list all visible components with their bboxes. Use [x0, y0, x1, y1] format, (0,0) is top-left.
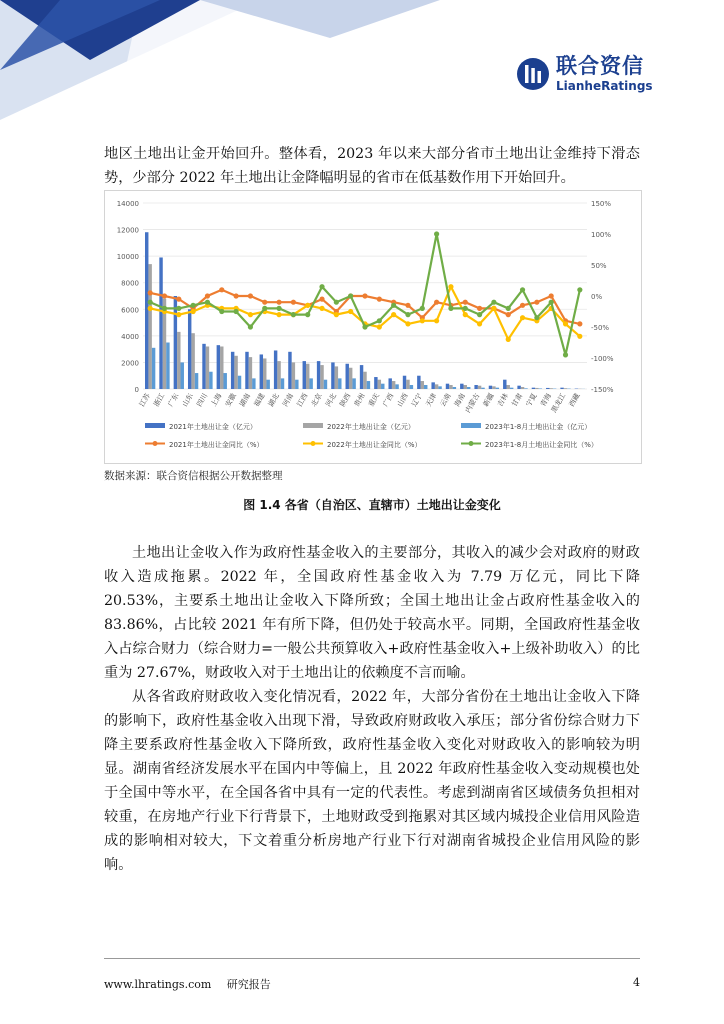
- bar-1: [363, 372, 366, 389]
- line-point-1: [448, 284, 453, 289]
- x-tick-label: 陕西: [338, 392, 353, 409]
- bar-0: [317, 361, 320, 389]
- bar-1: [220, 346, 223, 389]
- x-tick-label: 重庆: [367, 392, 382, 409]
- line-point-2: [534, 315, 539, 320]
- line-point-2: [448, 306, 453, 311]
- logo-chinese-name: 联合资信: [556, 54, 644, 78]
- legend-label: 2023年1-8月土地出让金（亿元）: [485, 423, 592, 431]
- bar-2: [252, 378, 255, 389]
- legend-swatch: [145, 423, 165, 428]
- x-tick-label: 吉林: [496, 392, 510, 409]
- x-tick-label: 江西: [295, 392, 310, 409]
- land-revenue-chart: [104, 190, 642, 464]
- line-point-1: [420, 318, 425, 323]
- legend-swatch: [311, 441, 316, 446]
- x-tick-label: 黑龙江: [549, 392, 568, 415]
- footer-doc-type: 研究报告: [226, 978, 271, 991]
- bar-0: [260, 354, 263, 389]
- bar-1: [206, 346, 209, 389]
- line-point-2: [305, 312, 310, 317]
- left-axis-tick-label: 0: [134, 386, 139, 394]
- line-point-1: [463, 312, 468, 317]
- line-point-2: [506, 306, 511, 311]
- bar-2: [338, 378, 341, 389]
- line-point-1: [276, 312, 281, 317]
- legend-label: 2022年土地出让金（亿元）: [327, 423, 415, 431]
- bar-0: [303, 361, 306, 389]
- bar-0: [446, 384, 449, 389]
- line-point-1: [305, 303, 310, 308]
- line-point-0: [549, 293, 554, 298]
- bar-0: [331, 362, 334, 389]
- x-tick-label: 浙江: [152, 392, 167, 409]
- bar-1: [191, 333, 194, 389]
- bar-2: [410, 385, 413, 389]
- line-point-1: [577, 334, 582, 339]
- line-point-2: [248, 324, 253, 329]
- left-axis-tick-label: 12000: [116, 226, 139, 235]
- right-axis-tick-label: 50%: [591, 262, 607, 270]
- bar-2: [166, 343, 169, 390]
- line-point-1: [176, 312, 181, 317]
- line-point-2: [276, 306, 281, 311]
- legend-label: 2021年土地出让金同比（%）: [169, 441, 264, 449]
- footer-divider: [104, 958, 640, 959]
- bar-0: [388, 378, 391, 389]
- line-point-0: [477, 306, 482, 311]
- bar-0: [374, 377, 377, 389]
- page-number: 4: [633, 976, 640, 989]
- bar-2: [367, 381, 370, 389]
- brand-logo: [516, 56, 653, 92]
- footer-left: [104, 976, 283, 992]
- legend-swatch: [303, 423, 323, 428]
- line-point-2: [334, 300, 339, 305]
- line-point-2: [405, 312, 410, 317]
- bar-2: [309, 378, 312, 389]
- line-point-1: [377, 324, 382, 329]
- line-point-2: [520, 287, 525, 292]
- line-point-2: [491, 300, 496, 305]
- line-point-1: [520, 315, 525, 320]
- x-tick-label: 海南: [453, 392, 467, 409]
- bar-1: [249, 357, 252, 389]
- bar-1: [263, 358, 266, 389]
- right-axis-tick-label: -50%: [591, 324, 610, 332]
- bar-0: [489, 386, 492, 389]
- right-axis-tick-label: -100%: [591, 355, 614, 363]
- bar-1: [277, 361, 280, 389]
- bar-1: [320, 365, 323, 389]
- line-point-2: [563, 352, 568, 357]
- line-point-1: [563, 321, 568, 326]
- bar-1: [378, 380, 381, 389]
- bar-0: [546, 388, 549, 389]
- x-tick-label: 宁夏: [524, 392, 539, 409]
- x-tick-label: 安徽: [223, 392, 238, 409]
- bar-2: [281, 378, 284, 389]
- line-point-2: [549, 300, 554, 305]
- bar-2: [539, 388, 542, 389]
- line-point-0: [162, 293, 167, 298]
- line-point-0: [520, 303, 525, 308]
- x-tick-label: 湖南: [238, 392, 253, 409]
- right-axis-tick-label: 0%: [591, 293, 603, 301]
- x-tick-label: 河北: [324, 392, 339, 409]
- legend-label: 2022年土地出让金同比（%）: [327, 441, 422, 449]
- bar-1: [421, 381, 424, 389]
- x-tick-label: 云南: [438, 392, 453, 409]
- line-point-2: [233, 309, 238, 314]
- bar-1: [392, 381, 395, 389]
- bar-2: [295, 380, 298, 389]
- line-point-0: [405, 303, 410, 308]
- bar-0: [474, 385, 477, 389]
- x-tick-label: 天津: [424, 392, 439, 409]
- bar-2: [223, 373, 226, 389]
- bar-2: [352, 378, 355, 389]
- bar-2: [481, 388, 484, 389]
- line-point-2: [162, 306, 167, 311]
- bar-1: [435, 384, 438, 389]
- x-tick-label: 青海: [538, 392, 553, 409]
- bar-1: [521, 387, 524, 389]
- line-point-1: [334, 312, 339, 317]
- bar-0: [360, 365, 363, 389]
- x-tick-label: 四川: [195, 392, 210, 409]
- x-tick-label: 湖北: [266, 392, 281, 409]
- line-point-2: [319, 284, 324, 289]
- bar-0: [560, 388, 563, 389]
- bar-0: [245, 352, 248, 389]
- line-point-2: [577, 287, 582, 292]
- bar-0: [403, 376, 406, 389]
- bar-0: [460, 384, 463, 389]
- bar-1: [406, 380, 409, 389]
- bar-2: [209, 372, 212, 389]
- legend-swatch: [153, 441, 158, 446]
- legend-label: 2023年1-8月土地出让金同比（%）: [485, 441, 598, 449]
- line-point-2: [420, 306, 425, 311]
- bar-1: [292, 362, 295, 389]
- bar-2: [524, 388, 527, 389]
- bar-2: [438, 386, 441, 389]
- bar-1: [234, 356, 237, 389]
- bar-0: [159, 257, 162, 389]
- line-point-2: [291, 312, 296, 317]
- paragraph-1: 土地出让金收入作为政府性基金收入的主要部分，其收入的减少会对政府的财政收入造成拖累。2022 年，全国政府性基金收入为 7.79 万亿元，同比下降 20.53%，主要系土地出让金收入下降所致；全国土地出让金占政府性基金收入的 83.86%，占比较 2021 年有所下降，但仍处于较高水平。同期，全国政府性基金收入占综合财力（综合财力=一般公共预算收入+政府性基金收入+上级补助收入）的比重为 27.67%，财政收入对于土地出让的依赖度不言而喻。: [104, 545, 640, 681]
- line-point-0: [262, 300, 267, 305]
- x-tick-label: 西藏: [567, 392, 582, 409]
- bar-2: [195, 373, 198, 389]
- bar-0: [417, 376, 420, 389]
- line-point-0: [276, 300, 281, 305]
- x-tick-label: 山东: [180, 392, 195, 409]
- legend-label: 2021年土地出让金（亿元）: [169, 423, 257, 431]
- legend-swatch: [469, 441, 474, 446]
- bar-2: [467, 387, 470, 389]
- bar-0: [346, 364, 349, 389]
- x-tick-label: 贵州: [352, 392, 367, 409]
- bar-0: [145, 232, 148, 389]
- x-tick-label: 福建: [252, 392, 267, 409]
- line-point-1: [191, 309, 196, 314]
- bar-0: [503, 380, 506, 389]
- line-point-0: [248, 293, 253, 298]
- line-point-2: [434, 231, 439, 236]
- x-tick-label: 山西: [395, 392, 410, 409]
- x-tick-label: 甘肃: [510, 392, 525, 409]
- bar-0: [288, 352, 291, 389]
- line-point-0: [534, 300, 539, 305]
- bar-0: [274, 350, 277, 389]
- line-point-2: [348, 293, 353, 298]
- x-tick-label: 广西: [381, 392, 396, 409]
- x-tick-label: 江苏: [137, 392, 152, 409]
- line-point-1: [491, 306, 496, 311]
- bar-2: [381, 384, 384, 389]
- line-point-1: [319, 306, 324, 311]
- line-point-2: [205, 300, 210, 305]
- bar-2: [181, 362, 184, 389]
- line-point-0: [362, 293, 367, 298]
- line-point-2: [191, 303, 196, 308]
- bar-1: [492, 386, 495, 389]
- bar-2: [266, 380, 269, 389]
- line-point-2: [148, 300, 153, 305]
- bar-0: [517, 386, 520, 389]
- left-axis-tick-label: 14000: [116, 200, 139, 208]
- x-tick-label: 上海: [209, 392, 224, 409]
- chart-canvas: [105, 191, 641, 463]
- bar-0: [217, 345, 220, 389]
- line-point-0: [319, 297, 324, 302]
- x-tick-label: 辽宁: [410, 392, 425, 409]
- line-point-2: [176, 306, 181, 311]
- bar-1: [349, 368, 352, 389]
- lianhe-logo-icon: [516, 57, 550, 91]
- line-point-0: [219, 287, 224, 292]
- bar-2: [424, 385, 427, 389]
- logo-english-name: LianheRatings: [556, 79, 653, 93]
- line-point-1: [477, 321, 482, 326]
- source-note: 数据来源：联合资信根据公开数据整理: [104, 470, 283, 482]
- line-point-1: [248, 312, 253, 317]
- bar-0: [188, 309, 191, 389]
- line-point-2: [362, 324, 367, 329]
- line-point-1: [405, 321, 410, 326]
- bar-2: [453, 387, 456, 389]
- bar-1: [306, 364, 309, 389]
- line-point-2: [262, 306, 267, 311]
- paragraph-2: 从各省政府财政收入变化情况看，2022 年，大部分省份在土地出让金收入下降的影响下，政府性基金收入出现下滑，导致政府财政收入承压；部分省份综合财力下降主要系政府性基金收入下降所致，政府性基金收入变化对财政收入的影响较为明显。湖南省经济发展水平在国内中等偏上，且 2022 年政府性基金收入变动规模也处于全国中等水平，在全国各省中具有一定的代表性。考虑到湖南省区域债务负担相对较重，在房地产行业下行背景下，土地财政受到拖累对其区域内城投企业信用风险造成的影响相对较大，下文着重分析房地产行业下行对湖南省城投企业信用风险的影响。: [104, 689, 640, 873]
- line-point-0: [291, 300, 296, 305]
- bar-1: [464, 385, 467, 389]
- bar-1: [549, 388, 552, 389]
- footer-website-link[interactable]: www.lhratings.com: [104, 978, 212, 991]
- bar-0: [532, 388, 535, 389]
- bar-2: [152, 348, 155, 389]
- line-point-2: [463, 306, 468, 311]
- bar-1: [177, 332, 180, 389]
- bar-1: [148, 264, 151, 389]
- left-axis-tick-label: 8000: [121, 279, 139, 288]
- x-tick-label: 河南: [281, 392, 296, 409]
- bar-2: [238, 376, 241, 389]
- right-axis-tick-label: -150%: [591, 386, 614, 394]
- line-point-0: [233, 293, 238, 298]
- bar-1: [335, 366, 338, 389]
- line-point-0: [176, 297, 181, 302]
- line-point-0: [577, 321, 582, 326]
- line-point-0: [434, 300, 439, 305]
- bar-0: [231, 352, 234, 389]
- line-point-2: [219, 309, 224, 314]
- line-point-0: [463, 300, 468, 305]
- line-point-0: [148, 290, 153, 295]
- bar-2: [510, 388, 513, 389]
- bar-0: [202, 344, 205, 389]
- line-point-1: [348, 309, 353, 314]
- right-axis-tick-label: 150%: [591, 200, 612, 208]
- intro-paragraph: 地区土地出让金开始回升。整体看，2023 年以来大部分省市土地出让金维持下滑态势，少部分 2022 年土地出让金降幅明显的省市在低基数作用下开始回升。: [104, 146, 640, 186]
- x-tick-label: 北京: [309, 392, 324, 409]
- line-point-1: [148, 306, 153, 311]
- line-point-2: [377, 318, 382, 323]
- line-point-0: [377, 297, 382, 302]
- line-point-0: [205, 293, 210, 298]
- line-point-1: [506, 337, 511, 342]
- bar-1: [564, 388, 567, 389]
- bar-1: [449, 385, 452, 389]
- right-axis-tick-label: 100%: [591, 231, 612, 239]
- line-point-2: [477, 312, 482, 317]
- bar-2: [324, 380, 327, 389]
- bar-0: [174, 296, 177, 389]
- line-point-2: [391, 303, 396, 308]
- bar-1: [507, 385, 510, 389]
- x-tick-label: 广东: [166, 392, 181, 409]
- bar-0: [431, 382, 434, 389]
- x-tick-label: 新疆: [481, 392, 496, 409]
- bar-2: [395, 384, 398, 389]
- figure-caption: 图 1.4 各省（自治区、直辖市）土地出让金变化: [243, 498, 501, 512]
- line-point-1: [391, 312, 396, 317]
- line-point-0: [506, 312, 511, 317]
- left-axis-tick-label: 6000: [121, 306, 139, 315]
- left-axis-tick-label: 10000: [116, 253, 139, 262]
- bar-2: [496, 388, 499, 389]
- line-point-1: [434, 318, 439, 323]
- bar-1: [535, 388, 538, 389]
- bar-1: [478, 386, 481, 389]
- legend-swatch: [461, 423, 481, 428]
- left-axis-tick-label: 2000: [121, 359, 139, 368]
- x-tick-label: 内蒙古: [463, 392, 482, 415]
- left-axis-tick-label: 4000: [121, 332, 139, 341]
